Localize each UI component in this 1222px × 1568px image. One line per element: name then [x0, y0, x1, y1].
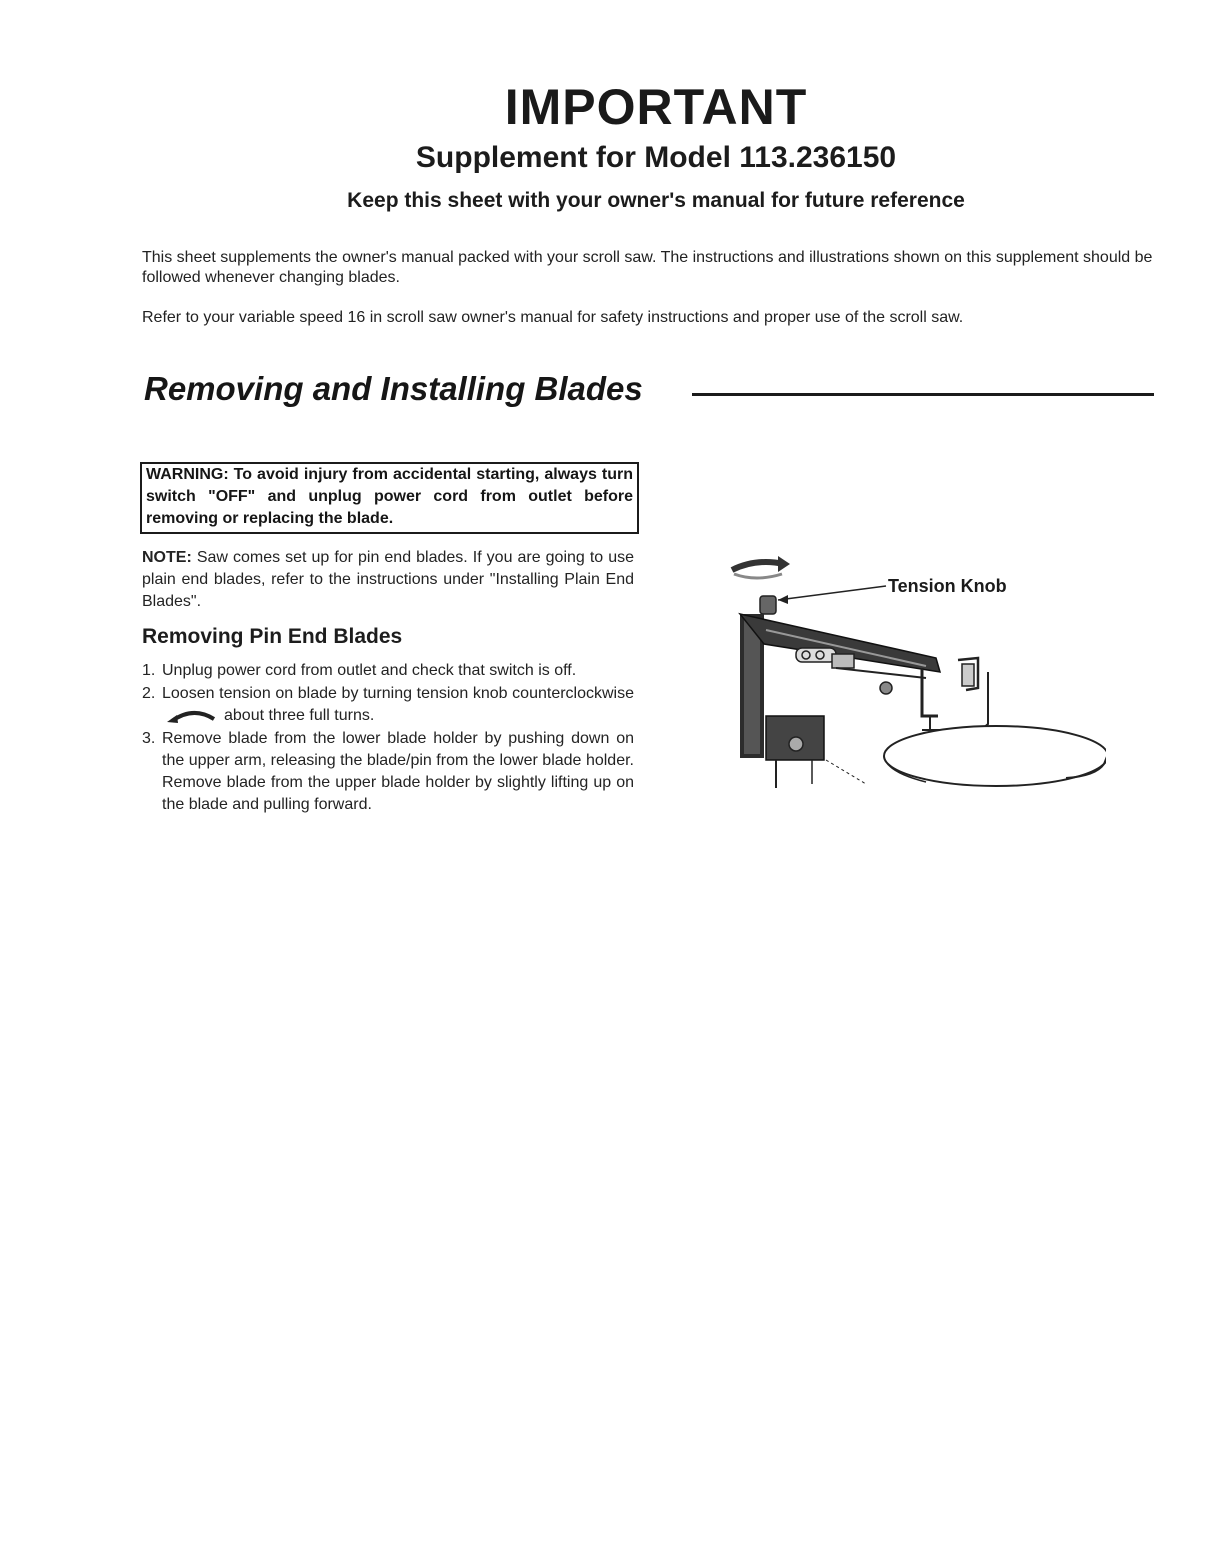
list-item — [142, 728, 634, 816]
step-text: Loosen tension on blade by turning tension knob counterclockwise — [162, 685, 634, 702]
tension-knob-label: Tension Knob — [888, 576, 1007, 596]
step-text: Unplug power cord from outlet and check that switch is off. — [162, 662, 577, 679]
tension-knob — [760, 596, 776, 614]
section-heading: Removing and Installing Blades — [144, 370, 643, 407]
step-number: 1. — [142, 662, 156, 679]
note-paragraph — [142, 547, 634, 613]
supplement-model-heading: Supplement for Model 113.236150 — [415, 141, 897, 174]
step-text-continued: about three full turns. — [224, 707, 375, 724]
step-number: 3. — [142, 730, 156, 747]
list-item — [142, 660, 634, 682]
removing-pin-end-blades-heading: Removing Pin End Blades — [142, 625, 403, 648]
intro-paragraph-1: This sheet supplements the owner's manual packed with your scroll saw. The instructions and illustrations shown on this supplement should be followed whenever changing blades. — [142, 249, 1153, 286]
warning-box: WARNING: To avoid injury from accidental starting, always turn switch "OFF" and unplug power cord from outlet before removing or replacing the blade. — [140, 462, 639, 534]
section-divider — [692, 393, 1154, 396]
keep-sheet-note: Keep this sheet with your owner's manual for future reference — [347, 189, 965, 212]
note-label: NOTE: — [142, 549, 192, 566]
step-number: 2. — [142, 685, 156, 702]
note-text: Saw comes set up for pin end blades. If you are going to use plain end blades, refer to the instructions under "Installing Plain End Blades". — [142, 549, 634, 610]
rotation-arrow-icon — [732, 562, 784, 570]
step-text: Remove blade from the lower blade holder by pushing down on the upper arm, releasing the blade/pin from the lower blade holder. Remove blade from the upper blade holder by slightly lifting up on the blade and pulling forward. — [162, 730, 634, 813]
counterclockwise-arrow-icon — [166, 708, 220, 724]
intro-paragraph-2: Refer to your variable speed 16 in scroll saw owner's manual for safety instructions and proper use of the scroll saw. — [142, 309, 964, 326]
removal-steps-list — [142, 660, 634, 817]
page-title: IMPORTANT — [504, 79, 808, 135]
list-item — [142, 683, 634, 727]
